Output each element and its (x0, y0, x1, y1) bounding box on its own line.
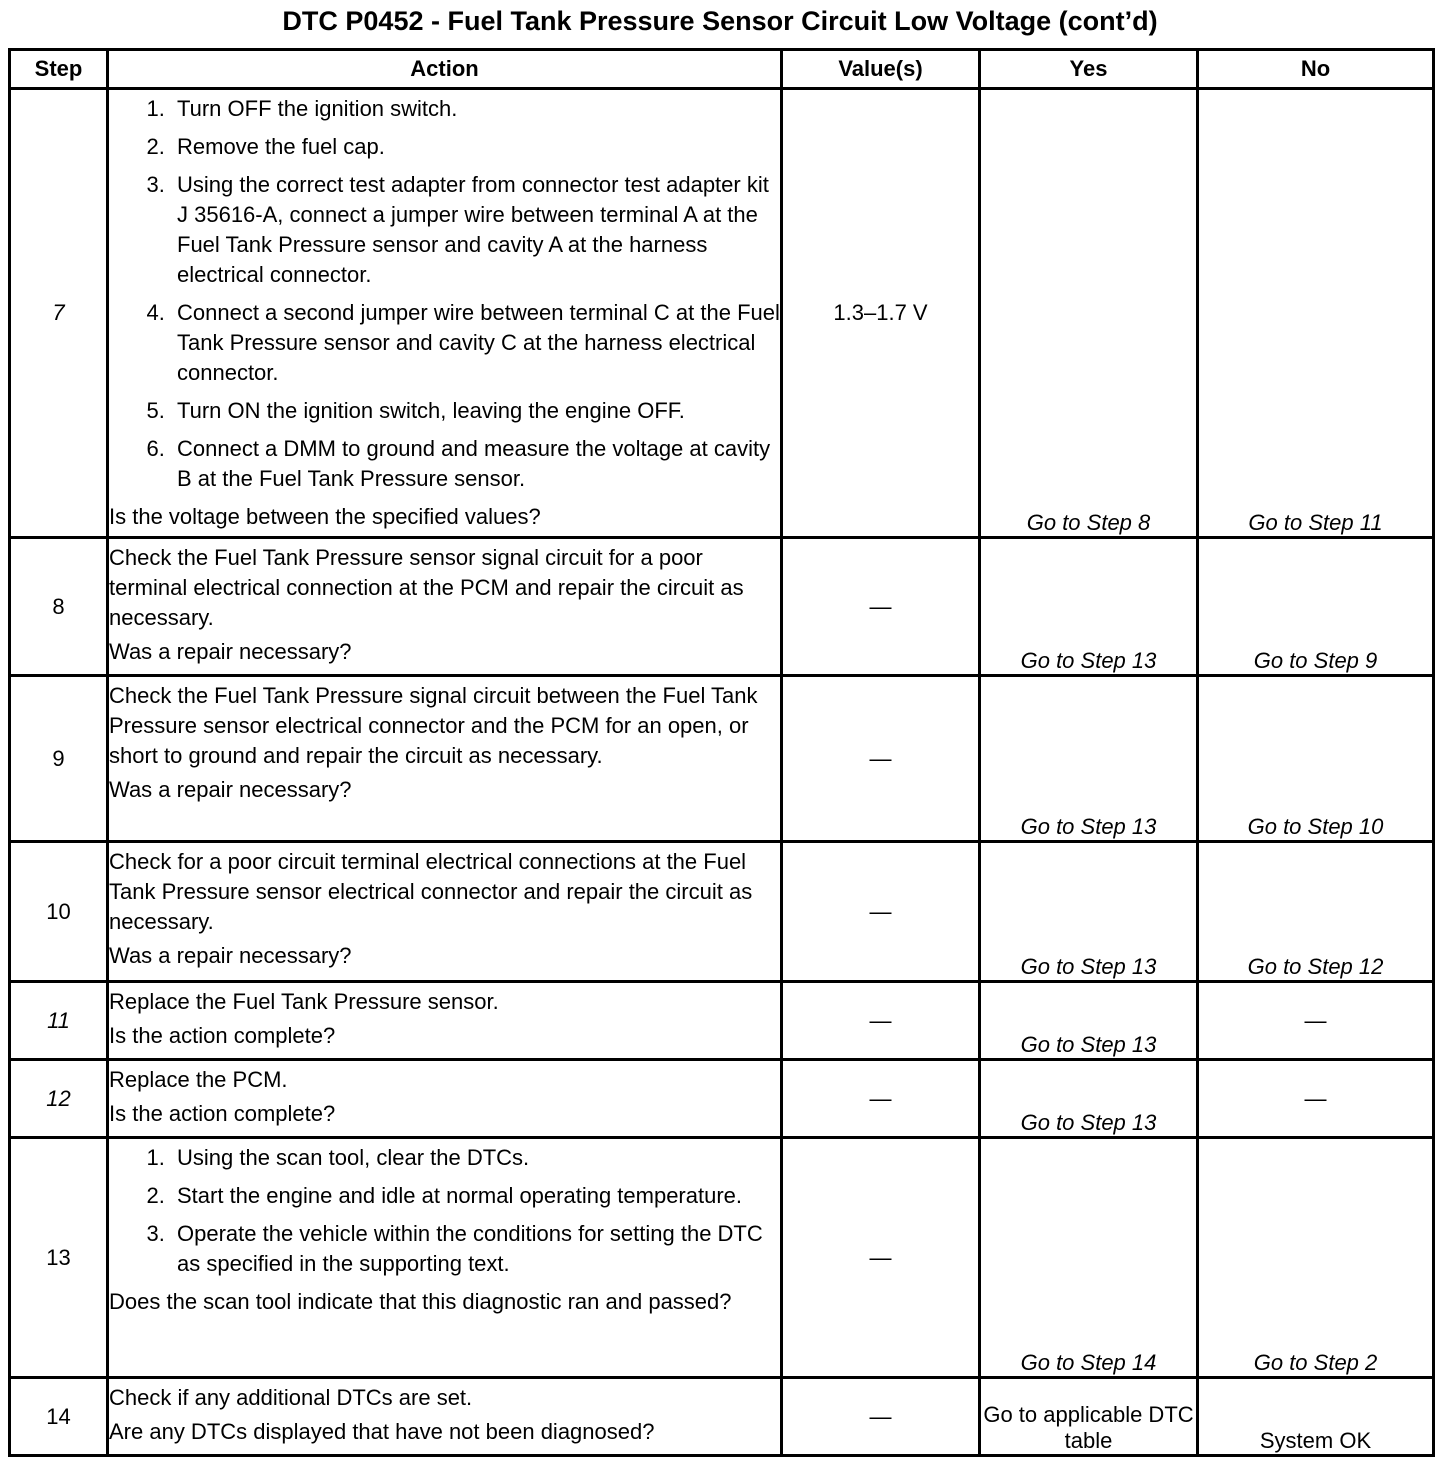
step-number: 13 (10, 1138, 108, 1378)
action-item: 1. Using the scan tool, clear the DTCs. (171, 1143, 780, 1173)
no-cell: Go to Step 12 (1198, 842, 1434, 982)
step-number: 11 (10, 982, 108, 1060)
table-row (10, 1138, 1434, 1378)
yes-cell: Go to applicable DTC table (980, 1378, 1198, 1456)
value-cell: — (782, 1138, 980, 1378)
action-question: Is the voltage between the specified values? (109, 504, 541, 529)
action-item: 5. Turn ON the ignition switch, leaving the engine OFF. (171, 396, 780, 426)
value-cell: — (782, 842, 980, 982)
action-question: Was a repair necessary? (109, 777, 352, 802)
step-number: 7 (10, 89, 108, 538)
header-no: No (1198, 50, 1434, 89)
no-cell: — (1198, 982, 1434, 1060)
action-question: Is the action complete? (109, 1101, 336, 1126)
table-row (10, 676, 1434, 842)
diagnostic-table (8, 48, 1435, 1457)
action-question: Are any DTCs displayed that have not been diagnosed? (109, 1419, 655, 1444)
action-text: Check the Fuel Tank Pressure signal circuit between the Fuel Tank Pressure sensor electrical connector and the PCM for an open, or short to ground and repair the circuit as necessary. (109, 683, 758, 768)
action-list (109, 1143, 780, 1279)
header-values: Value(s) (782, 50, 980, 89)
yes-cell: Go to Step 14 (980, 1138, 1198, 1378)
action-item: 2. Remove the fuel cap. (171, 132, 780, 162)
no-cell: Go to Step 10 (1198, 676, 1434, 842)
action-item: 4. Connect a second jumper wire between terminal C at the Fuel Tank Pressure sensor and cavity C at the harness electrical connector. (171, 298, 780, 388)
table-row (10, 1060, 1434, 1138)
no-cell: Go to Step 11 (1198, 89, 1434, 538)
page-title: DTC P0452 - Fuel Tank Pressure Sensor Circuit Low Voltage (cont’d) (282, 6, 1158, 36)
action-cell (108, 842, 782, 982)
action-cell (108, 1060, 782, 1138)
value-cell: 1.3–1.7 V (782, 89, 980, 538)
no-cell: Go to Step 2 (1198, 1138, 1434, 1378)
no-cell: — (1198, 1060, 1434, 1138)
yes-cell: Go to Step 13 (980, 538, 1198, 676)
value-cell: — (782, 676, 980, 842)
action-text: Replace the PCM. (109, 1067, 288, 1092)
table-row (10, 982, 1434, 1060)
action-question: Does the scan tool indicate that this diagnostic ran and passed? (109, 1289, 732, 1314)
action-cell (108, 982, 782, 1060)
action-text: Check the Fuel Tank Pressure sensor signal circuit for a poor terminal electrical connection at the PCM and repair the circuit as necessary. (109, 545, 744, 630)
action-cell (108, 538, 782, 676)
yes-cell: Go to Step 13 (980, 676, 1198, 842)
action-item: 6. Connect a DMM to ground and measure the voltage at cavity B at the Fuel Tank Pressure sensor. (171, 434, 780, 494)
value-cell: — (782, 1060, 980, 1138)
header-yes: Yes (980, 50, 1198, 89)
step-number: 12 (10, 1060, 108, 1138)
action-item: 2. Start the engine and idle at normal operating temperature. (171, 1181, 780, 1211)
yes-cell: Go to Step 13 (980, 1060, 1198, 1138)
header-action: Action (108, 50, 782, 89)
step-number: 8 (10, 538, 108, 676)
yes-cell: Go to Step 13 (980, 842, 1198, 982)
yes-cell: Go to Step 8 (980, 89, 1198, 538)
step-number: 10 (10, 842, 108, 982)
action-cell (108, 676, 782, 842)
table-row (10, 1378, 1434, 1456)
step-number: 9 (10, 676, 108, 842)
yes-cell: Go to Step 13 (980, 982, 1198, 1060)
action-item: 3. Operate the vehicle within the conditions for setting the DTC as specified in the supporting text. (171, 1219, 780, 1279)
action-question: Was a repair necessary? (109, 943, 352, 968)
table-row (10, 842, 1434, 982)
header-row (10, 50, 1434, 89)
table-row (10, 538, 1434, 676)
action-cell (108, 1378, 782, 1456)
action-text: Check for a poor circuit terminal electrical connections at the Fuel Tank Pressure sensor electrical connector and repair the circuit as necessary. (109, 849, 753, 934)
action-list (109, 94, 780, 494)
action-item: 3. Using the correct test adapter from connector test adapter kit J 35616-A, connect a jumper wire between terminal A at the Fuel Tank Pressure sensor and cavity A at the harness electrical connector. (171, 170, 780, 290)
action-text: Replace the Fuel Tank Pressure sensor. (109, 989, 499, 1014)
no-cell: Go to Step 9 (1198, 538, 1434, 676)
action-text: Check if any additional DTCs are set. (109, 1385, 473, 1410)
action-question: Was a repair necessary? (109, 639, 352, 664)
action-item: 1. Turn OFF the ignition switch. (171, 94, 780, 124)
value-cell: — (782, 538, 980, 676)
value-cell: — (782, 1378, 980, 1456)
table-row (10, 89, 1434, 538)
action-question: Is the action complete? (109, 1023, 336, 1048)
no-cell: System OK (1198, 1378, 1434, 1456)
action-cell (108, 1138, 782, 1378)
action-cell (108, 89, 782, 538)
step-number: 14 (10, 1378, 108, 1456)
header-step: Step (10, 50, 108, 89)
value-cell: — (782, 982, 980, 1060)
